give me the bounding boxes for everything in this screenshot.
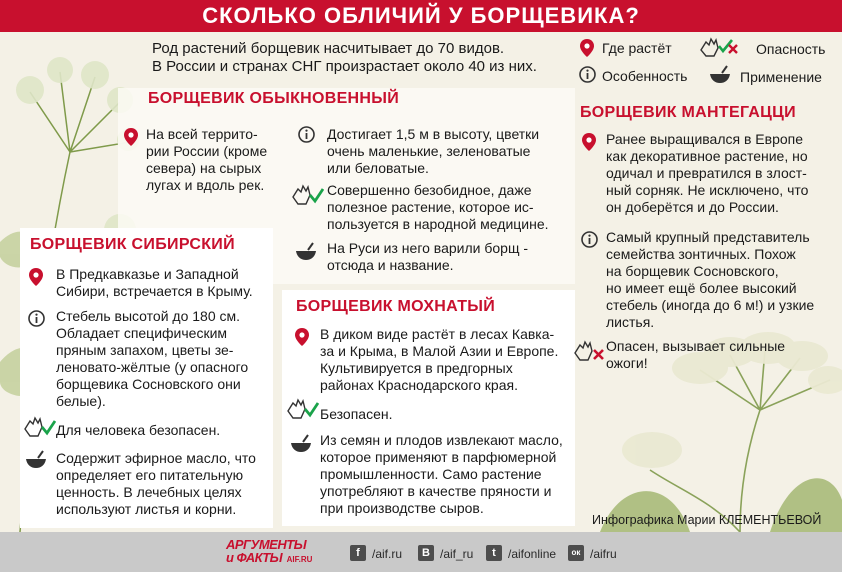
text-line: или беловатые. bbox=[327, 160, 429, 176]
text-line: ценность. В лечебных целях bbox=[56, 484, 242, 500]
text-line: очень маленькие, зеленоватые bbox=[327, 143, 531, 159]
plant-illustration-right bbox=[590, 300, 842, 532]
text-line: Ранее выращивался в Европе bbox=[606, 131, 804, 147]
page-title: СКОЛЬКО ОБЛИЧИЙ У БОРЩЕВИКА? bbox=[202, 3, 640, 28]
text-line: как декоративное растение, но bbox=[606, 148, 808, 164]
siberian-feature-text bbox=[56, 308, 248, 410]
social-twitter-label: /aifonline bbox=[508, 547, 557, 561]
map-pin-icon bbox=[295, 328, 309, 346]
odnoklassniki-icon: ок bbox=[568, 545, 584, 561]
hand-check-icon bbox=[290, 182, 324, 208]
legend bbox=[578, 36, 840, 92]
text-line: Безопасен. bbox=[320, 406, 393, 422]
text-line: Совершенно безобидное, даже bbox=[327, 182, 532, 198]
social-ok-label: /aifru bbox=[590, 547, 617, 561]
social-facebook-label: /aif.ru bbox=[372, 547, 403, 561]
aif-logo[interactable] bbox=[226, 538, 326, 568]
text-line: он доберётся и до России. bbox=[606, 199, 779, 215]
text-line: леновато-жёлтые (у опасного bbox=[56, 359, 249, 375]
hairy-where-text bbox=[320, 326, 558, 394]
mortar-bowl-icon bbox=[708, 65, 732, 85]
legend-danger-label: Опасность bbox=[756, 41, 826, 57]
logo-top: АРГУМЕНТЫ bbox=[226, 537, 307, 552]
text-line: которое применяют в парфюмерной bbox=[320, 449, 557, 465]
common-use-text bbox=[327, 240, 528, 274]
mantegazzi-where-text bbox=[606, 131, 808, 216]
common-feature-text bbox=[327, 126, 539, 177]
text-line: за и Крыма, в Малой Азии и Европе. bbox=[320, 343, 559, 359]
text-line: севера) на сырых bbox=[146, 160, 262, 176]
text-line: ожоги! bbox=[606, 355, 648, 371]
map-pin-icon bbox=[124, 128, 138, 146]
text-line: полезное растение, которое ис- bbox=[327, 199, 534, 215]
text-line: употребляют в качестве пряности и bbox=[320, 483, 552, 499]
logo-site: AIF.RU bbox=[286, 555, 313, 564]
facebook-icon: f bbox=[350, 545, 366, 561]
twitter-icon: t bbox=[486, 545, 502, 561]
hand-check-icon bbox=[22, 414, 56, 440]
common-danger-text bbox=[327, 182, 549, 233]
mantegazzi-danger-text bbox=[606, 338, 785, 372]
map-pin-icon bbox=[29, 268, 43, 286]
mortar-bowl-icon bbox=[289, 434, 313, 454]
mantegazzi-title: БОРЩЕВИК МАНТЕГАЦЦИ bbox=[580, 104, 796, 121]
text-line: Стебель высотой до 180 см. bbox=[56, 308, 241, 324]
social-links bbox=[350, 545, 770, 563]
info-icon bbox=[581, 231, 598, 248]
social-vk-label: /aif_ru bbox=[440, 547, 474, 561]
text-line: промышленности. Само растение bbox=[320, 466, 542, 482]
siberian-use-text bbox=[56, 450, 256, 518]
text-line: ный сорняк. Не исключено, что bbox=[606, 182, 809, 198]
siberian-where-text bbox=[56, 266, 253, 300]
hand-cross-icon bbox=[572, 338, 606, 364]
text-line: Для человека безопасен. bbox=[56, 422, 221, 438]
hairy-title: БОРЩЕВИК МОХНАТЫЙ bbox=[296, 298, 496, 315]
text-line: белые). bbox=[56, 393, 106, 409]
hand-danger-icon bbox=[698, 36, 738, 60]
text-line: стебель (иногда до 6 м!) и узкие bbox=[606, 297, 815, 313]
text-line: В диком виде растёт в лесах Кавка- bbox=[320, 326, 555, 342]
logo-bottom-row bbox=[226, 551, 326, 566]
text-line: Достигает 1,5 м в высоту, цветки bbox=[327, 126, 540, 142]
text-line: используют листья и корни. bbox=[56, 501, 237, 517]
text-line: на борщевик Сосновского, bbox=[606, 263, 779, 279]
text-line: На всей террито- bbox=[146, 126, 258, 142]
map-pin-icon bbox=[580, 39, 594, 57]
text-line: листья. bbox=[606, 314, 655, 330]
text-line: но имеет ещё более высокий bbox=[606, 280, 797, 296]
text-line: одичал и превратился в злост- bbox=[606, 165, 807, 181]
text-line: пряным запахом, цветы зе- bbox=[56, 342, 234, 358]
siberian-title: БОРЩЕВИК СИБИРСКИЙ bbox=[30, 236, 235, 253]
text-line: пользуется в народной медицине. bbox=[327, 216, 549, 232]
text-line: Сибири, встречается в Крыму. bbox=[56, 283, 253, 299]
map-pin-icon bbox=[582, 133, 596, 151]
common-title: БОРЩЕВИК ОБЫКНОВЕННЫЙ bbox=[148, 90, 400, 107]
mortar-bowl-icon bbox=[294, 242, 318, 262]
text-line: На Руси из него варили борщ - bbox=[327, 240, 529, 256]
intro-line-2: В России и странах СНГ произрастает около 40 из них. bbox=[152, 58, 537, 75]
hairy-use-text bbox=[320, 432, 563, 517]
hairy-danger-text bbox=[320, 406, 393, 423]
text-line: Самый крупный представитель bbox=[606, 229, 810, 245]
hand-check-icon bbox=[285, 396, 319, 422]
common-where-text bbox=[146, 126, 267, 194]
mortar-bowl-icon bbox=[24, 450, 48, 470]
text-line: В Предкавказье и Западной bbox=[56, 266, 239, 282]
text-line: Культивируется в предгорных bbox=[320, 360, 513, 376]
mantegazzi-feature-text bbox=[606, 229, 814, 331]
logo-bottom: и ФАКТЫ bbox=[226, 550, 283, 565]
text-line: лугах и вдоль рек. bbox=[146, 177, 265, 193]
legend-where-label: Где растёт bbox=[602, 40, 672, 56]
text-line: борщевика Сосновского они bbox=[56, 376, 241, 392]
intro-text bbox=[152, 40, 537, 76]
legend-feature-label: Особенность bbox=[602, 68, 688, 84]
text-line: районах Краснодарского края. bbox=[320, 377, 518, 393]
text-line: Обладает специфическим bbox=[56, 325, 228, 341]
text-line: определяет его питательную bbox=[56, 467, 244, 483]
vk-icon: В bbox=[418, 545, 434, 561]
text-line: Содержит эфирное масло, что bbox=[56, 450, 256, 466]
legend-use-label: Применение bbox=[740, 69, 822, 85]
credit: Инфографика Марии КЛЕМЕНТЬЕВОЙ bbox=[592, 513, 822, 527]
info-icon bbox=[298, 126, 315, 143]
intro-line-1: Род растений борщевик насчитывает до 70 видов. bbox=[152, 40, 505, 57]
info-icon bbox=[28, 310, 45, 327]
text-line: Из семян и плодов извлекают масло, bbox=[320, 432, 563, 448]
text-line: рии России (кроме bbox=[146, 143, 268, 159]
siberian-danger-text bbox=[56, 422, 220, 439]
text-line: при производстве сыров. bbox=[320, 500, 484, 516]
text-line: Опасен, вызывает сильные bbox=[606, 338, 786, 354]
text-line: семейства зонтичных. Похож bbox=[606, 246, 796, 262]
text-line: отсюда и название. bbox=[327, 257, 454, 273]
info-icon bbox=[579, 66, 596, 83]
